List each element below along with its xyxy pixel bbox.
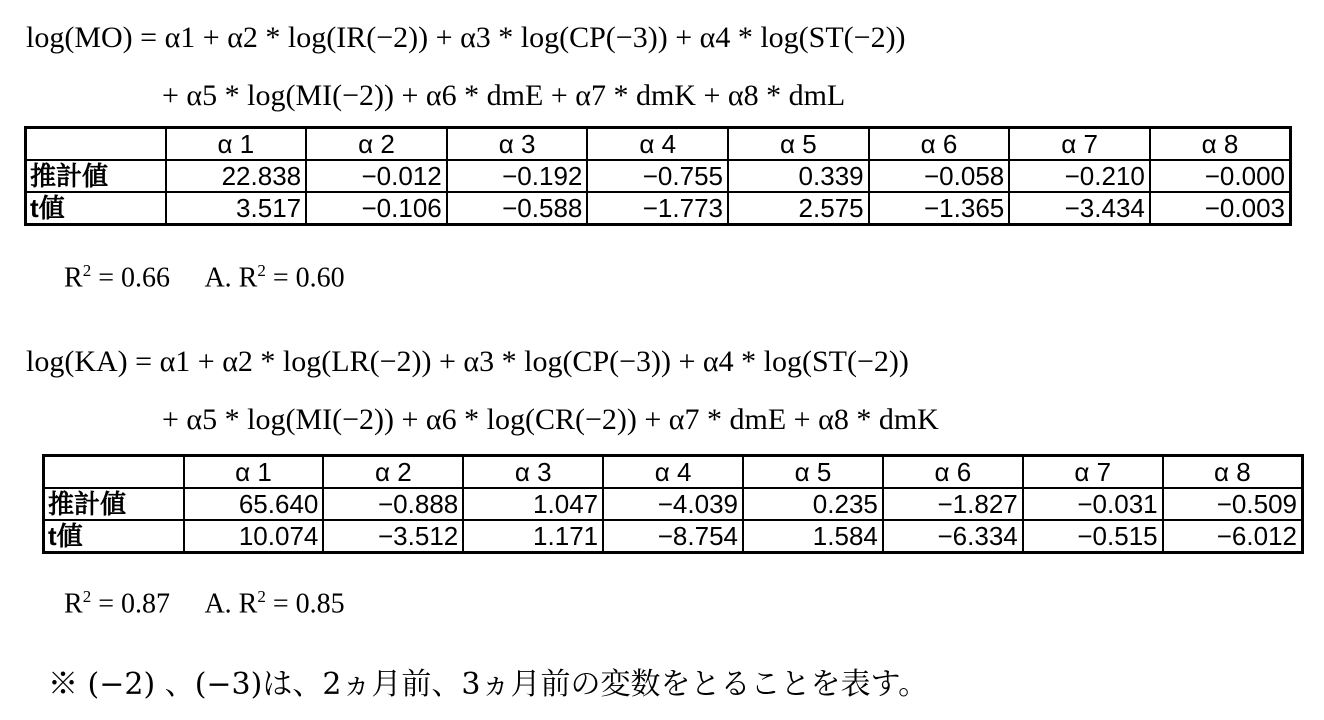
table-cell: −0.106: [306, 192, 447, 225]
model1-coefficient-table: [24, 126, 1292, 226]
adj-r2-superscript: 2: [257, 261, 266, 280]
model2-equation-line1: log(KA) = α1 + α2 * log(LR(−2)) + α3 * log(CP(−3)) + α4 * log(ST(−2)): [26, 345, 909, 378]
header-alpha3: α 3: [463, 456, 603, 489]
adj-r2-label: A. R: [204, 588, 258, 620]
table-cell: −0.003: [1150, 192, 1291, 225]
table-cell: 2.575: [728, 192, 869, 225]
row-label-estimate: 推計値: [26, 160, 166, 192]
table-cell: −0.012: [306, 160, 447, 192]
table-cell: −0.755: [587, 160, 728, 192]
row-label-estimate: 推計値: [44, 488, 184, 520]
r2-label: R: [64, 588, 83, 620]
adj-r2-superscript: 2: [257, 587, 266, 606]
table-row: [44, 488, 1303, 520]
table-cell: 1.047: [463, 488, 603, 520]
header-alpha5: α 5: [743, 456, 883, 489]
adj-r2-label: A. R: [204, 262, 258, 294]
table-cell: −0.588: [447, 192, 588, 225]
r2-label: R: [64, 262, 83, 294]
table-cell: −3.512: [323, 520, 463, 553]
header-alpha5: α 5: [728, 128, 869, 161]
row-label-t-value: t値: [26, 192, 166, 225]
model1-equation-line2: + α5 * log(MI(−2)) + α6 * dmE + α7 * dmK + α8 * dmL: [162, 79, 846, 112]
header-alpha8: α 8: [1163, 456, 1303, 489]
table-corner-cell: [26, 128, 166, 161]
table-cell: −1.827: [883, 488, 1023, 520]
table-cell: −6.012: [1163, 520, 1303, 553]
model2-coefficient-table: [42, 454, 1304, 554]
model2-equation-line2: + α5 * log(MI(−2)) + α6 * log(CR(−2)) + α7 * dmE + α8 * dmK: [162, 403, 939, 436]
table-cell: 1.171: [463, 520, 603, 553]
table-cell: −6.334: [883, 520, 1023, 553]
table-cell: 10.074: [184, 520, 324, 553]
adj-r2-value: = 0.85: [272, 588, 345, 620]
table-cell: 65.640: [184, 488, 324, 520]
header-alpha2: α 2: [306, 128, 447, 161]
r2-value: = 0.66: [98, 262, 170, 294]
table-cell: −1.365: [869, 192, 1010, 225]
header-alpha4: α 4: [587, 128, 728, 161]
table-cell: −0.888: [323, 488, 463, 520]
table-cell: −8.754: [603, 520, 743, 553]
model1-equation-line1: log(MO) = α1 + α2 * log(IR(−2)) + α3 * log(CP(−3)) + α4 * log(ST(−2)): [26, 21, 906, 54]
table-cell: −0.515: [1023, 520, 1163, 553]
table-cell: −0.192: [447, 160, 588, 192]
table-row: [44, 520, 1303, 553]
header-alpha3: α 3: [447, 128, 588, 161]
table-cell: 0.235: [743, 488, 883, 520]
table-row: [26, 160, 1291, 192]
footnote: ※ (−2) 、(−3)は、2ヵ月前、3ヵ月前の変数をとることを表す。: [48, 667, 929, 702]
table-cell: 22.838: [166, 160, 307, 192]
header-alpha8: α 8: [1150, 128, 1291, 161]
r2-value: = 0.87: [98, 588, 170, 620]
model2-r-squared: [64, 580, 345, 621]
table-cell: −3.434: [1009, 192, 1150, 225]
table-header-row: [44, 456, 1303, 489]
table-cell: 1.584: [743, 520, 883, 553]
table-row: [26, 192, 1291, 225]
table-corner-cell: [44, 456, 184, 489]
header-alpha4: α 4: [603, 456, 743, 489]
table-cell: −1.773: [587, 192, 728, 225]
table-cell: −0.509: [1163, 488, 1303, 520]
header-alpha1: α 1: [166, 128, 307, 161]
table-cell: −4.039: [603, 488, 743, 520]
row-label-t-value: t値: [44, 520, 184, 553]
table-cell: −0.058: [869, 160, 1010, 192]
model1-r-squared: [64, 254, 345, 295]
header-alpha1: α 1: [184, 456, 324, 489]
header-alpha6: α 6: [869, 128, 1010, 161]
table-cell: −0.031: [1023, 488, 1163, 520]
header-alpha7: α 7: [1009, 128, 1150, 161]
table-header-row: [26, 128, 1291, 161]
r2-superscript: 2: [82, 587, 92, 606]
adj-r2-value: = 0.60: [272, 262, 345, 294]
r2-superscript: 2: [82, 261, 92, 280]
table-cell: 3.517: [166, 192, 307, 225]
header-alpha6: α 6: [883, 456, 1023, 489]
table-cell: −0.000: [1150, 160, 1291, 192]
header-alpha2: α 2: [323, 456, 463, 489]
header-alpha7: α 7: [1023, 456, 1163, 489]
table-cell: 0.339: [728, 160, 869, 192]
table-cell: −0.210: [1009, 160, 1150, 192]
